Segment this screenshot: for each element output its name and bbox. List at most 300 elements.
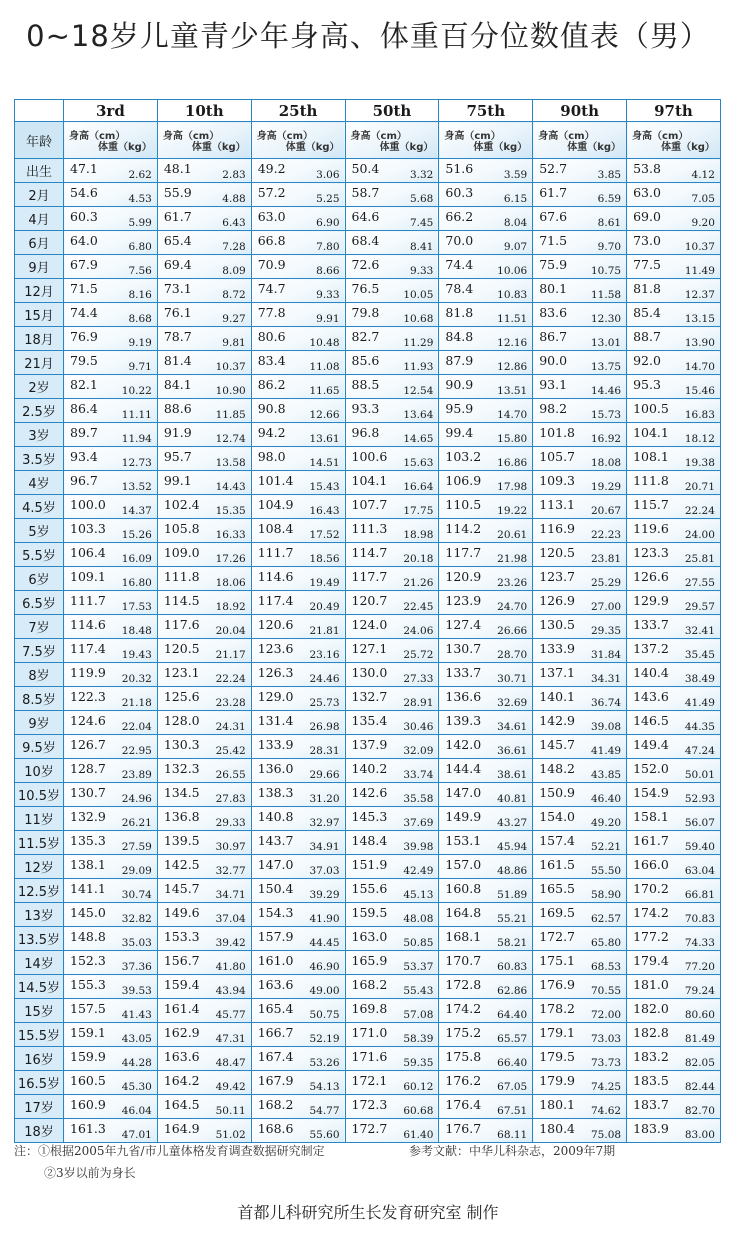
value-cell <box>439 663 533 687</box>
value-cell <box>64 423 158 447</box>
height-value: 143.6 <box>633 689 669 704</box>
weight-value: 12.86 <box>497 361 528 373</box>
percentile-header: 25th <box>251 100 345 122</box>
table-row <box>15 255 721 279</box>
height-value: 109.1 <box>70 569 106 584</box>
table-row <box>15 375 721 399</box>
weight-value: 30.97 <box>215 841 246 853</box>
weight-value: 43.94 <box>215 985 246 997</box>
value-cell <box>64 183 158 207</box>
height-value: 137.9 <box>351 737 388 752</box>
value-cell <box>157 663 251 687</box>
weight-value: 59.40 <box>684 841 715 853</box>
height-value: 72.6 <box>351 257 380 272</box>
value-cell <box>439 351 533 375</box>
value-cell <box>533 975 627 999</box>
weight-value: 26.66 <box>497 625 528 637</box>
value-cell <box>533 207 627 231</box>
age-cell: 18月 <box>15 327 64 351</box>
height-value: 61.7 <box>163 209 192 224</box>
value-cell <box>627 183 721 207</box>
unit-header-cell <box>345 122 439 159</box>
value-cell <box>439 1119 533 1143</box>
unit-header-cell <box>627 122 721 159</box>
height-value: 90.8 <box>257 401 286 416</box>
value-cell <box>345 807 439 831</box>
value-cell <box>439 1023 533 1047</box>
height-value: 67.9 <box>70 257 98 272</box>
weight-value: 43.85 <box>591 769 622 781</box>
height-value: 162.9 <box>163 1025 200 1040</box>
value-cell <box>251 543 345 567</box>
height-value: 114.6 <box>257 569 294 584</box>
weight-value: 60.68 <box>403 1105 434 1117</box>
weight-value: 27.55 <box>684 577 715 589</box>
weight-value: 55.50 <box>591 865 622 877</box>
value-cell <box>627 519 721 543</box>
height-value: 117.7 <box>445 545 482 560</box>
weight-value: 52.19 <box>309 1033 340 1045</box>
height-value: 108.1 <box>633 449 669 464</box>
height-value: 166.0 <box>633 857 669 872</box>
height-value: 130.0 <box>351 665 388 680</box>
value-cell <box>251 591 345 615</box>
age-cell: 13岁 <box>15 903 64 927</box>
weight-value: 11.58 <box>591 289 622 301</box>
value-cell <box>157 255 251 279</box>
height-value: 93.3 <box>351 401 380 416</box>
weight-value: 21.18 <box>121 697 152 709</box>
table-row <box>15 231 721 255</box>
height-value: 130.3 <box>163 737 200 752</box>
weight-value: 12.74 <box>215 433 246 445</box>
height-value: 64.6 <box>351 209 380 224</box>
weight-value: 9.27 <box>222 313 246 325</box>
height-value: 60.3 <box>445 185 474 200</box>
unit-header-cell <box>64 122 158 159</box>
value-cell <box>345 735 439 759</box>
age-cell: 15岁 <box>15 999 64 1023</box>
value-cell <box>345 1119 439 1143</box>
height-value: 165.5 <box>539 881 576 896</box>
weight-value: 55.60 <box>309 1129 340 1141</box>
age-cell: 18岁 <box>15 1119 64 1143</box>
value-cell <box>64 807 158 831</box>
value-cell <box>533 1071 627 1095</box>
value-cell <box>251 831 345 855</box>
height-value: 161.5 <box>539 857 576 872</box>
table-row <box>15 663 721 687</box>
height-value: 117.4 <box>257 593 294 608</box>
value-cell <box>157 855 251 879</box>
weight-value: 4.88 <box>222 193 246 205</box>
height-value: 176.9 <box>539 977 576 992</box>
weight-value: 43.27 <box>497 817 528 829</box>
height-value: 149.9 <box>445 809 482 824</box>
value-cell <box>157 351 251 375</box>
weight-value: 61.40 <box>403 1129 434 1141</box>
height-value: 86.2 <box>257 377 286 392</box>
height-value: 133.7 <box>633 617 669 632</box>
table-row <box>15 687 721 711</box>
height-value: 172.7 <box>351 1121 388 1136</box>
weight-value: 53.37 <box>403 961 434 973</box>
height-value: 150.4 <box>257 881 294 896</box>
height-value: 130.7 <box>70 785 106 800</box>
value-cell <box>64 879 158 903</box>
height-value: 125.6 <box>163 689 200 704</box>
footer-credit: 首都儿科研究所生长发育研究室 制作 <box>237 1203 499 1222</box>
value-cell <box>627 1095 721 1119</box>
height-unit-label: 身高（cm） <box>538 131 595 142</box>
weight-value: 23.26 <box>497 577 528 589</box>
weight-value: 32.41 <box>684 625 715 637</box>
weight-value: 29.57 <box>684 601 715 613</box>
height-value: 164.2 <box>163 1073 200 1088</box>
weight-value: 22.45 <box>403 601 434 613</box>
height-value: 93.1 <box>539 377 568 392</box>
table-row <box>15 519 721 543</box>
weight-value: 11.11 <box>121 409 152 421</box>
age-column-header: 年龄 <box>15 122 64 159</box>
height-value: 171.6 <box>351 1049 388 1064</box>
height-value: 60.3 <box>70 209 98 224</box>
value-cell <box>157 495 251 519</box>
age-cell: 5.5岁 <box>15 543 64 567</box>
weight-value: 17.26 <box>215 553 246 565</box>
weight-value: 60.12 <box>403 1081 434 1093</box>
weight-value: 80.60 <box>684 1009 715 1021</box>
weight-value: 16.80 <box>121 577 152 589</box>
value-cell <box>251 735 345 759</box>
value-cell <box>157 687 251 711</box>
value-cell <box>439 279 533 303</box>
value-cell <box>439 1047 533 1071</box>
weight-value: 19.29 <box>591 481 622 493</box>
value-cell <box>251 255 345 279</box>
weight-value: 16.86 <box>497 457 528 469</box>
weight-value: 16.09 <box>121 553 152 565</box>
height-value: 176.2 <box>445 1073 482 1088</box>
table-row <box>15 999 721 1023</box>
weight-value: 6.59 <box>597 193 622 205</box>
value-cell <box>64 687 158 711</box>
value-cell <box>439 903 533 927</box>
weight-value: 46.04 <box>121 1105 152 1117</box>
weight-value: 58.39 <box>403 1033 434 1045</box>
height-value: 123.7 <box>539 569 576 584</box>
value-cell <box>439 567 533 591</box>
value-cell <box>157 447 251 471</box>
age-cell: 12.5岁 <box>15 879 64 903</box>
weight-value: 25.81 <box>684 553 715 565</box>
weight-value: 17.75 <box>403 505 434 517</box>
height-value: 142.6 <box>351 785 388 800</box>
weight-value: 6.90 <box>316 217 340 229</box>
value-cell <box>533 255 627 279</box>
height-value: 120.5 <box>163 641 200 656</box>
value-cell <box>627 351 721 375</box>
value-cell <box>345 495 439 519</box>
weight-value: 9.91 <box>316 313 340 325</box>
value-cell <box>251 999 345 1023</box>
weight-value: 45.30 <box>121 1081 152 1093</box>
height-value: 136.0 <box>257 761 294 776</box>
value-cell <box>627 159 721 183</box>
weight-value: 12.30 <box>591 313 622 325</box>
value-cell <box>64 519 158 543</box>
weight-value: 48.47 <box>215 1057 246 1069</box>
height-value: 137.1 <box>539 665 576 680</box>
height-value: 126.6 <box>633 569 669 584</box>
weight-value: 14.70 <box>684 361 715 373</box>
age-cell: 3.5岁 <box>15 447 64 471</box>
height-value: 175.8 <box>445 1049 482 1064</box>
value-cell <box>345 1095 439 1119</box>
weight-value: 27.59 <box>121 841 152 853</box>
height-value: 107.7 <box>351 497 388 512</box>
weight-value: 23.89 <box>121 769 152 781</box>
height-value: 73.1 <box>163 281 192 296</box>
height-value: 181.0 <box>633 977 669 992</box>
value-cell <box>439 615 533 639</box>
height-value: 76.1 <box>163 305 192 320</box>
height-value: 138.1 <box>70 857 106 872</box>
weight-value: 22.24 <box>215 673 246 685</box>
value-cell <box>345 423 439 447</box>
height-value: 171.0 <box>351 1025 388 1040</box>
height-value: 79.8 <box>351 305 380 320</box>
weight-value: 62.86 <box>497 985 528 997</box>
value-cell <box>627 471 721 495</box>
height-value: 170.2 <box>633 881 669 896</box>
value-cell <box>157 903 251 927</box>
value-cell <box>627 1119 721 1143</box>
height-value: 114.6 <box>70 617 106 632</box>
weight-value: 18.48 <box>121 625 152 637</box>
weight-value: 37.36 <box>121 961 152 973</box>
value-cell <box>157 1023 251 1047</box>
weight-value: 35.45 <box>684 649 715 661</box>
value-cell <box>345 615 439 639</box>
value-cell <box>627 783 721 807</box>
weight-value: 16.43 <box>309 505 340 517</box>
height-value: 68.4 <box>351 233 380 248</box>
height-value: 174.2 <box>633 905 669 920</box>
height-unit-label: 身高（cm） <box>350 131 407 142</box>
value-cell <box>345 879 439 903</box>
height-value: 128.7 <box>70 761 106 776</box>
value-cell <box>157 279 251 303</box>
value-cell <box>64 591 158 615</box>
table-row <box>15 1023 721 1047</box>
value-cell <box>251 855 345 879</box>
percentile-header: 50th <box>345 100 439 122</box>
value-cell <box>439 303 533 327</box>
value-cell <box>345 591 439 615</box>
value-cell <box>64 951 158 975</box>
weight-value: 15.63 <box>403 457 434 469</box>
weight-value: 15.80 <box>497 433 528 445</box>
height-value: 141.1 <box>70 881 106 896</box>
height-value: 58.7 <box>351 185 380 200</box>
weight-value: 68.11 <box>497 1129 528 1141</box>
value-cell <box>345 999 439 1023</box>
height-value: 86.7 <box>539 329 568 344</box>
value-cell <box>439 423 533 447</box>
height-value: 123.9 <box>445 593 482 608</box>
value-cell <box>439 471 533 495</box>
value-cell <box>157 783 251 807</box>
height-value: 95.9 <box>445 401 474 416</box>
value-cell <box>157 759 251 783</box>
weight-value: 18.98 <box>403 529 434 541</box>
height-value: 152.0 <box>633 761 669 776</box>
weight-value: 34.71 <box>215 889 246 901</box>
weight-value: 29.33 <box>215 817 246 829</box>
value-cell <box>627 663 721 687</box>
weight-value: 50.01 <box>684 769 715 781</box>
height-value: 177.2 <box>633 929 669 944</box>
table-row <box>15 1047 721 1071</box>
height-value: 182.0 <box>633 1001 669 1016</box>
height-value: 64.0 <box>70 233 98 248</box>
value-cell <box>251 399 345 423</box>
value-cell <box>627 1023 721 1047</box>
height-value: 136.8 <box>163 809 200 824</box>
height-value: 180.1 <box>539 1097 576 1112</box>
height-value: 164.8 <box>445 905 482 920</box>
weight-value: 41.90 <box>309 913 340 925</box>
weight-value: 14.70 <box>497 409 528 421</box>
weight-value: 10.37 <box>684 241 715 253</box>
value-cell <box>627 375 721 399</box>
weight-value: 4.12 <box>691 169 715 181</box>
weight-value: 8.09 <box>222 265 246 277</box>
value-cell <box>627 1071 721 1095</box>
height-value: 159.9 <box>70 1049 106 1064</box>
height-value: 138.3 <box>257 785 294 800</box>
weight-value: 32.09 <box>403 745 434 757</box>
weight-value: 53.26 <box>309 1057 340 1069</box>
value-cell <box>533 543 627 567</box>
value-cell <box>157 1119 251 1143</box>
height-value: 164.5 <box>163 1097 200 1112</box>
weight-value: 23.16 <box>309 649 340 661</box>
weight-value: 30.46 <box>403 721 434 733</box>
height-value: 111.3 <box>351 521 388 536</box>
table-row <box>15 927 721 951</box>
age-cell: 14岁 <box>15 951 64 975</box>
value-cell <box>251 495 345 519</box>
height-value: 153.3 <box>163 929 200 944</box>
height-value: 134.5 <box>163 785 200 800</box>
percentile-header: 10th <box>157 100 251 122</box>
height-value: 117.7 <box>351 569 388 584</box>
percentile-table <box>14 99 721 1143</box>
height-value: 61.7 <box>539 185 568 200</box>
height-value: 120.9 <box>445 569 482 584</box>
height-value: 93.4 <box>70 449 98 464</box>
age-cell: 2.5岁 <box>15 399 64 423</box>
age-cell: 4岁 <box>15 471 64 495</box>
value-cell <box>345 1071 439 1095</box>
height-value: 100.0 <box>70 497 106 512</box>
weight-value: 22.24 <box>684 505 715 517</box>
value-cell <box>251 759 345 783</box>
weight-value: 45.13 <box>403 889 434 901</box>
height-value: 130.7 <box>445 641 482 656</box>
value-cell <box>439 495 533 519</box>
height-value: 87.9 <box>445 353 474 368</box>
age-cell: 9.5岁 <box>15 735 64 759</box>
age-cell: 7.5岁 <box>15 639 64 663</box>
weight-value: 10.83 <box>497 289 528 301</box>
height-value: 168.1 <box>445 929 482 944</box>
height-value: 102.4 <box>163 497 200 512</box>
weight-value: 5.68 <box>409 193 434 205</box>
height-value: 111.7 <box>70 593 106 608</box>
weight-value: 20.18 <box>403 553 434 565</box>
value-cell <box>64 1071 158 1095</box>
weight-value: 8.68 <box>128 313 152 325</box>
weight-value: 10.90 <box>215 385 246 397</box>
value-cell <box>533 783 627 807</box>
age-cell: 14.5岁 <box>15 975 64 999</box>
value-cell <box>627 711 721 735</box>
height-value: 48.1 <box>163 161 192 176</box>
weight-value: 18.08 <box>591 457 622 469</box>
height-value: 132.7 <box>351 689 388 704</box>
value-cell <box>439 543 533 567</box>
weight-value: 26.55 <box>215 769 246 781</box>
value-cell <box>157 615 251 639</box>
height-value: 176.7 <box>445 1121 482 1136</box>
height-value: 159.1 <box>70 1025 106 1040</box>
value-cell <box>533 903 627 927</box>
value-cell <box>439 1095 533 1119</box>
weight-value: 30.71 <box>497 673 528 685</box>
height-value: 183.5 <box>633 1073 669 1088</box>
value-cell <box>439 447 533 471</box>
value-cell <box>251 183 345 207</box>
weight-value: 20.04 <box>215 625 246 637</box>
weight-value: 46.40 <box>591 793 622 805</box>
weight-value: 14.65 <box>403 433 434 445</box>
weight-value: 19.49 <box>309 577 340 589</box>
value-cell <box>533 591 627 615</box>
table-row <box>15 1071 721 1095</box>
age-cell: 17岁 <box>15 1095 64 1119</box>
weight-value: 32.69 <box>497 697 528 709</box>
weight-value: 13.64 <box>403 409 434 421</box>
weight-value: 32.97 <box>309 817 340 829</box>
table-row <box>15 735 721 759</box>
weight-value: 6.43 <box>222 217 246 229</box>
height-value: 183.9 <box>633 1121 669 1136</box>
height-value: 82.7 <box>351 329 380 344</box>
weight-value: 10.37 <box>215 361 246 373</box>
value-cell <box>345 951 439 975</box>
weight-value: 81.49 <box>684 1033 715 1045</box>
height-value: 71.5 <box>539 233 568 248</box>
value-cell <box>439 159 533 183</box>
weight-value: 23.81 <box>591 553 622 565</box>
table-row <box>15 399 721 423</box>
value-cell <box>533 231 627 255</box>
table-body <box>15 159 721 1143</box>
value-cell <box>627 303 721 327</box>
